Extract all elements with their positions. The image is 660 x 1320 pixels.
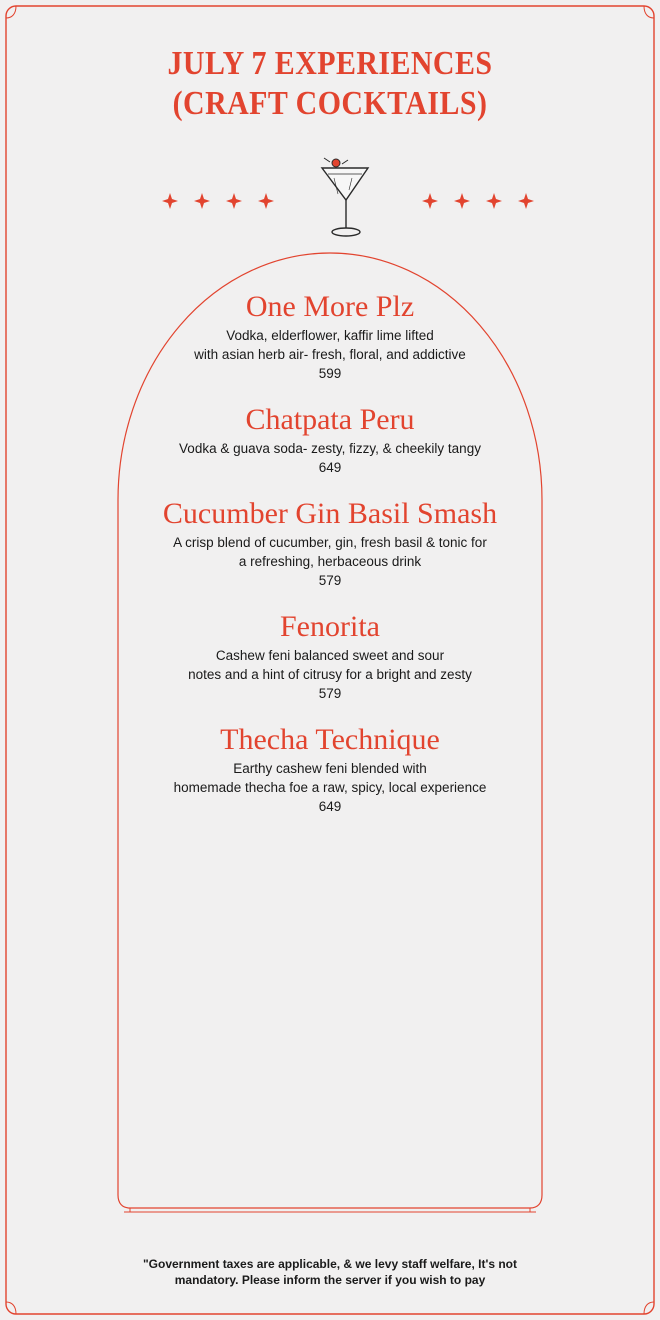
cocktail-menu [130,288,530,834]
item-price: 579 [318,686,342,701]
sparkle-icon [162,193,178,209]
item-description: Vodka & guava soda- zesty, fizzy, & cheekily tangy [179,441,481,456]
title-line-2: (CRAFT COCKTAILS) [172,85,488,122]
item-price: 599 [318,366,342,381]
sparkle-icon [454,193,470,209]
item-name: Fenorita [280,610,380,643]
menu-item [130,608,530,703]
tax-note-line-1: "Government taxes are applicable, & we levy staff welfare, It's not [142,1257,517,1271]
item-price: 649 [318,460,342,475]
sparkle-icon [486,193,502,209]
sparkle-icon [226,193,242,209]
tax-note-line-2: mandatory. Please inform the server if you wish to pay [174,1273,486,1287]
sparkle-icon [518,193,534,209]
item-description: Cashew feni balanced sweet and sour [215,648,445,663]
sparkle-group-right [422,193,534,209]
sparkle-icon [258,193,274,209]
menu-item [130,495,530,590]
sparkle-icon [194,193,210,209]
item-name: Cucumber Gin Basil Smash [162,497,498,530]
cocktail-glass-icon [322,158,368,236]
item-price: 649 [318,799,342,814]
item-description: A crisp blend of cucumber, gin, fresh basil & tonic for [173,535,487,550]
page-title [40,44,621,124]
sparkle-icon [422,193,438,209]
item-description: homemade thecha foe a raw, spicy, local experience [173,780,487,795]
item-description: Vodka, elderflower, kaffir lime lifted [226,328,434,343]
menu-item [130,288,530,383]
item-price: 579 [318,573,342,588]
menu-item [130,401,530,477]
item-description: Earthy cashew feni blended with [233,761,427,776]
item-description: a refreshing, herbaceous drink [238,554,422,569]
item-name: Chatpata Peru [245,403,415,436]
sparkle-group-left [162,193,274,209]
menu-item [130,721,530,816]
tax-note [0,1256,660,1288]
item-description: notes and a hint of citrusy for a bright and zesty [188,667,472,682]
title-line-1: JULY 7 EXPERIENCES [167,45,493,82]
item-name: Thecha Technique [220,723,440,756]
header-decoration [0,150,660,250]
item-description: with asian herb air- fresh, floral, and addictive [194,347,466,362]
item-name: One More Plz [245,290,415,323]
